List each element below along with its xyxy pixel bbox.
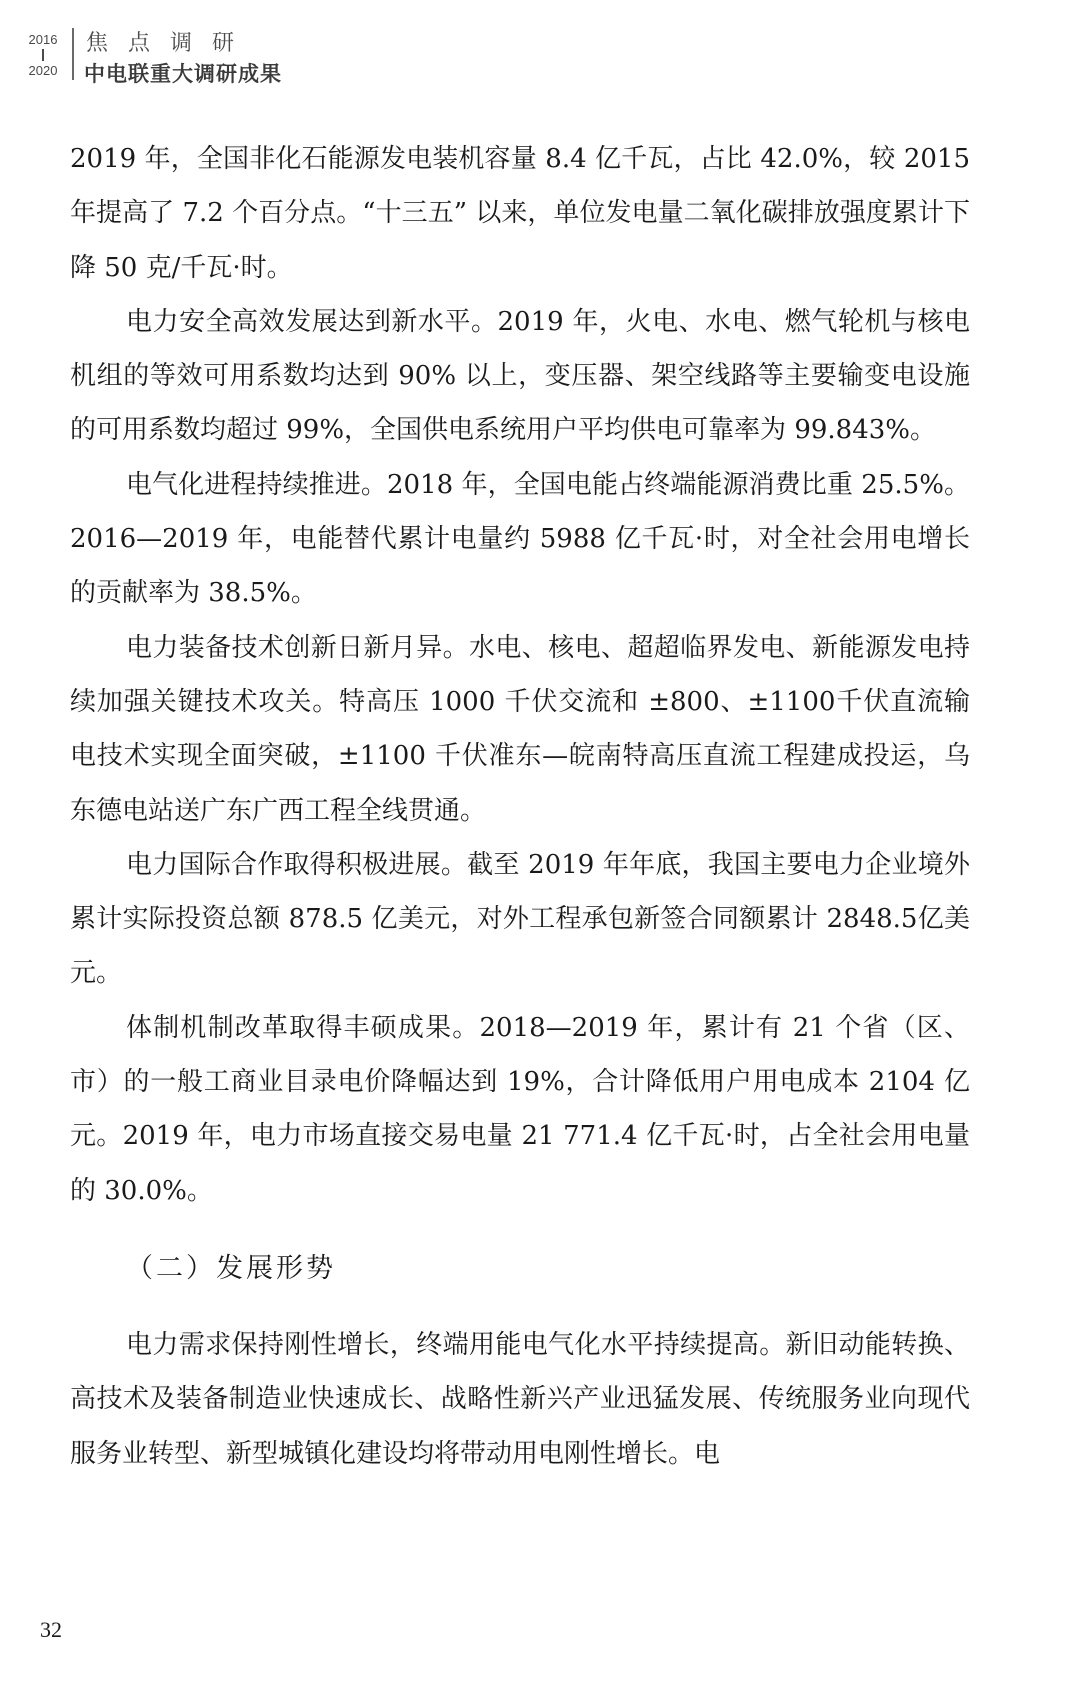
page-number: 32 (40, 1617, 62, 1642)
paragraph-2: 电力安全高效发展达到新水平。2019 年，火电、水电、燃气轮机与核电机组的等效可用系数均达到 90% 以上，变压器、架空线路等主要输变电设施的可用系数均超过 99%，全国供电系统用户平均供电可靠率为 99.843%。 (70, 306, 970, 446)
section-heading: （二）发展形势 (126, 1252, 336, 1284)
year-separator (42, 49, 44, 61)
paragraph-1: 2019 年，全国非化石能源发电装机容量 8.4 亿千瓦，占比 42.0%，较 2015 年提高了 7.2 个百分点。“十三五” 以来，单位发电量二氧化碳排放强度累计下降 50 克/千瓦·时。 (70, 144, 970, 283)
paragraph-4: 电力装备技术创新日新月异。水电、核电、超超临界发电、新能源发电持续加强关键技术攻关。特高压 1000 千伏交流和 ±800、±1100千伏直流输电技术实现全面突破，±1100 千伏准东—皖南特高压直流工程建成投运，乌东德电站送广东广西工程全线贯通。 (70, 632, 970, 826)
paragraph-3: 电气化进程持续推进。2018 年，全国电能占终端能源消费比重 25.5%。2016—2019 年，电能替代累计电量约 5988 亿千瓦·时，对全社会用电增长的贡献率为 38.5%。 (70, 469, 970, 609)
page-body (70, 132, 970, 1481)
header-subtitle: 中电联重大调研成果 (84, 62, 282, 86)
page-header (0, 14, 420, 94)
year-range (22, 32, 64, 78)
year-start: 2016 (28, 32, 58, 47)
header-divider (72, 28, 74, 80)
paragraph-6: 体制机制改革取得丰硕成果。2018—2019 年，累计有 21 个省（区、市）的一般工商业目录电价降幅达到 19%，合计降低用户用电成本 2104 亿元。2019 年，电力市场直接交易电量 21 771.4 亿千瓦·时，占全社会用电量的 30.0%。 (70, 1012, 970, 1206)
header-title: 焦点调研 (86, 31, 255, 56)
paragraph-7: 电力需求保持刚性增长，终端用能电气化水平持续提高。新旧动能转换、高技术及装备制造业快速成长、战略性新兴产业迅猛发展、传统服务业向现代服务业转型、新型城镇化建设均将带动用电刚性增长。电 (70, 1329, 970, 1469)
year-end: 2020 (28, 63, 58, 78)
paragraph-5: 电力国际合作取得积极进展。截至 2019 年年底，我国主要电力企业境外累计实际投资总额 878.5 亿美元，对外工程承包新签合同额累计 2848.5亿美元。 (70, 849, 970, 989)
